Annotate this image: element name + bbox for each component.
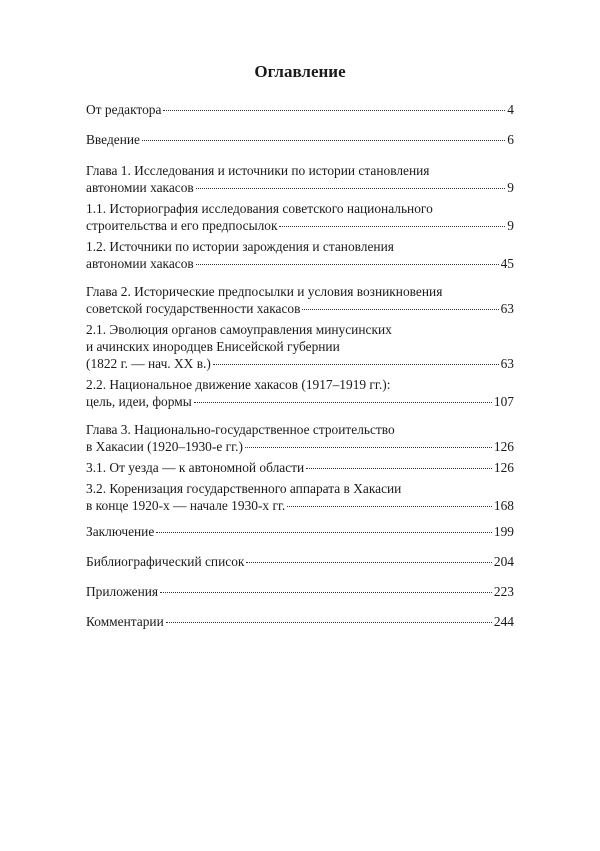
toc-entry-title: Комментарии	[86, 614, 164, 629]
toc-page-number: 63	[500, 356, 514, 371]
dot-leader	[306, 468, 492, 469]
toc-entry-title: Глава 2. Исторические предпосылки и условия возникновения	[86, 284, 443, 299]
toc-page-number: 223	[493, 584, 514, 599]
dot-leader	[196, 188, 506, 189]
toc-entry-title-cont: строительства и его предпосылок	[86, 218, 278, 233]
toc-page-number: 9	[507, 180, 514, 195]
toc-entry-chapter-1[interactable]	[86, 162, 514, 196]
toc-entry-introduction[interactable]	[86, 131, 514, 148]
toc-entry-title: 2.1. Эволюция органов самоуправления минусинских	[86, 322, 392, 337]
toc-page-number: 244	[493, 614, 514, 629]
toc-entry-section-3-2[interactable]	[86, 480, 514, 514]
toc-entry-title: 1.2. Источники по истории зарождения и становления	[86, 239, 394, 254]
toc-entry-appendices[interactable]	[86, 583, 514, 600]
toc-entry-title-cont: цель, идеи, формы	[86, 394, 192, 409]
toc-entry-chapter-3[interactable]	[86, 421, 514, 455]
toc-entry-title: Приложения	[86, 584, 159, 599]
toc-page-number: 107	[493, 394, 514, 409]
toc-page-number: 126	[493, 439, 514, 454]
toc-page-number: 168	[493, 498, 514, 513]
toc-page-number: 4	[507, 102, 514, 117]
toc-page-number: 9	[507, 218, 514, 233]
dot-leader	[166, 622, 492, 623]
toc-entry-title: 1.1. Историография исследования советского национального	[86, 201, 433, 216]
toc-entry-title: 3.1. От уезда — к автономной области	[86, 460, 305, 475]
toc-entry-section-1-2[interactable]	[86, 238, 514, 272]
dot-leader	[213, 364, 499, 365]
toc-entry-title-cont: автономии хакасов	[86, 256, 194, 271]
toc-entry-section-2-2[interactable]	[86, 376, 514, 410]
toc-entry-comments[interactable]	[86, 613, 514, 630]
toc-page-number: 63	[500, 301, 514, 316]
toc-entry-section-2-1[interactable]	[86, 321, 514, 372]
toc-entry-title-cont: (1822 г. — нач. XX в.)	[86, 356, 211, 371]
toc-entry-title: 2.2. Национальное движение хакасов (1917–1919 гг.):	[86, 377, 391, 392]
dot-leader	[160, 592, 492, 593]
dot-leader	[142, 140, 505, 141]
toc-entry-title-cont: автономии хакасов	[86, 180, 194, 195]
toc-entry-editor[interactable]	[86, 101, 514, 118]
toc-entry-bibliography[interactable]	[86, 553, 514, 570]
toc-entry-title: Библиографический список	[86, 554, 245, 569]
dot-leader	[194, 402, 492, 403]
toc-entry-title-cont: в конце 1920-х — начале 1930-х гг.	[86, 498, 286, 513]
page-title: Оглавление	[254, 62, 346, 81]
dot-leader	[246, 562, 491, 563]
toc-entry-title-cont: и ачинских инородцев Енисейской губернии	[86, 339, 340, 354]
dot-leader	[245, 447, 492, 448]
toc-entry-conclusion[interactable]	[86, 523, 514, 540]
dot-leader	[279, 226, 505, 227]
dot-leader	[302, 309, 498, 310]
dot-leader	[163, 110, 505, 111]
toc-entry-title-cont: советской государственности хакасов	[86, 301, 301, 316]
toc-entry-title: Введение	[86, 132, 140, 147]
toc-page-number: 45	[500, 256, 514, 271]
toc-entry-title: Заключение	[86, 524, 155, 539]
toc-entry-title: Глава 3. Национально-государственное строительство	[86, 422, 395, 437]
toc-entry-title-cont: в Хакасии (1920–1930-е гг.)	[86, 439, 243, 454]
toc-page-number: 204	[493, 554, 514, 569]
dot-leader	[196, 264, 499, 265]
toc-entry-title: От редактора	[86, 102, 162, 117]
dot-leader	[156, 532, 492, 533]
toc-page-number: 126	[493, 460, 514, 475]
toc-page-number: 6	[507, 132, 514, 147]
toc-entry-chapter-2[interactable]	[86, 283, 514, 317]
toc-entry-title: 3.2. Коренизация государственного аппарата в Хакасии	[86, 481, 402, 496]
toc-entry-section-3-1[interactable]	[86, 459, 514, 476]
toc-entry-section-1-1[interactable]	[86, 200, 514, 234]
dot-leader	[287, 506, 492, 507]
toc-page-number: 199	[493, 524, 514, 539]
toc-entry-title: Глава 1. Исследования и источники по истории становления	[86, 163, 430, 178]
